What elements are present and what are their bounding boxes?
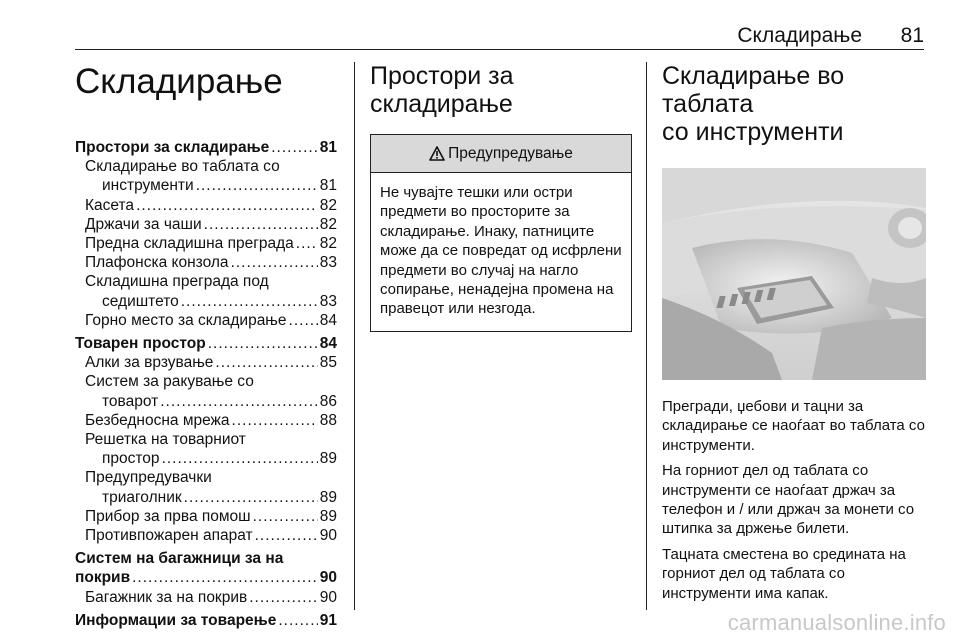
- toc-entry-label: Простори за складирање: [75, 139, 270, 156]
- toc-entry-label: Прибор за прва помош: [85, 507, 251, 525]
- toc-entry-label: триаголник: [102, 488, 182, 506]
- toc-entry-line: Предупредувачки: [85, 469, 212, 487]
- toc-entry[interactable]: [75, 196, 337, 215]
- warning-triangle-icon: [429, 146, 445, 161]
- toc-entry-label: простор: [102, 450, 160, 468]
- warning-box: [370, 134, 632, 332]
- toc-page-number: 82: [319, 235, 337, 253]
- toc-page-number: 89: [319, 507, 337, 525]
- toc-entry[interactable]: [75, 234, 337, 253]
- toc-entry[interactable]: [75, 292, 337, 311]
- toc-entry-label: Информации за товарење: [75, 611, 277, 629]
- toc-entry-label: Безбедносна мрежа: [85, 411, 230, 429]
- toc-column: [75, 62, 337, 630]
- toc-page-number: 83: [319, 292, 337, 310]
- toc-entry[interactable]: [75, 311, 337, 330]
- toc-page-number: 90: [319, 588, 337, 606]
- toc-entry[interactable]: [75, 176, 337, 195]
- toc-leader-dots: [184, 488, 318, 507]
- toc-leader-dots: [136, 196, 318, 215]
- toc-page-number: 89: [319, 488, 337, 506]
- toc-chapter-entry[interactable]: [75, 611, 337, 630]
- subsection-body: [662, 397, 926, 603]
- subsection-title: [662, 62, 926, 146]
- toc-entry-label: Горно место за складирање: [85, 311, 287, 329]
- column-divider-1: [354, 62, 355, 610]
- running-header-title: Складирање: [737, 24, 862, 47]
- toc-entry-label: Алки за врзување: [85, 354, 214, 372]
- section-title: [370, 62, 632, 118]
- toc-entry-label: Касета: [85, 196, 135, 214]
- toc-entry[interactable]: [75, 507, 337, 526]
- section-title-line1: Простори за: [370, 62, 514, 90]
- toc-entry-line: Решетка на товарниот: [85, 431, 246, 449]
- toc-leader-dots: [162, 449, 318, 468]
- body-paragraph: На горниот дел од таблата со инструменти се наоѓаат држач за телефон и / или држач за монети со штипка за држење билети.: [662, 462, 915, 538]
- section-title-line2: складирање: [370, 90, 513, 118]
- toc-leader-dots: [208, 334, 318, 353]
- warning-text: Не чувајте тешки или остри предмети во просторите за складирање. Инаку, патниците може да се повредат од исфрлени предмети во случај на нагло сопирање, ненадејна промена на правецот или незгода.: [380, 184, 622, 318]
- table-of-contents: [75, 138, 337, 630]
- toc-leader-dots: [204, 215, 318, 234]
- body-paragraph: Прегради, џебови и тацни за складирање се наоѓаат во таблата со инструменти.: [662, 398, 925, 454]
- toc-chapter-entry[interactable]: [75, 138, 337, 157]
- toc-entry-label: Предна складишна преграда: [85, 235, 294, 253]
- toc-leader-dots: [253, 507, 318, 526]
- toc-leader-dots: [132, 568, 318, 587]
- warning-header: [371, 135, 631, 173]
- warning-title: Предупредување: [448, 144, 573, 162]
- running-header: [75, 22, 924, 50]
- toc-entry-label: покрив: [75, 569, 131, 587]
- toc-entry-label: Плафонска конзола: [85, 254, 229, 272]
- body-paragraph: Тацната сместена во средината на горниот дел од таблата со инструменти има капак.: [662, 545, 906, 602]
- toc-page-number: 82: [319, 196, 337, 214]
- toc-entry[interactable]: [75, 588, 337, 607]
- toc-entry[interactable]: [75, 392, 337, 411]
- toc-leader-dots: [231, 253, 318, 272]
- toc-leader-dots: [296, 234, 318, 253]
- chapter-title: Складирање: [75, 62, 283, 101]
- toc-leader-dots: [232, 411, 318, 430]
- toc-leader-dots: [249, 588, 318, 607]
- toc-entry-line: Складишна преграда под: [85, 273, 269, 291]
- toc-entry-label: товарот: [102, 392, 159, 410]
- toc-leader-dots: [196, 176, 318, 195]
- toc-entry-label: инструменти: [102, 177, 194, 195]
- toc-page-number: 81: [319, 139, 337, 156]
- toc-leader-dots: [289, 311, 318, 330]
- watermark: carmanualsonline.info: [727, 610, 946, 635]
- section-column: [370, 62, 632, 332]
- toc-entry-label: Багажник за на покрив: [85, 588, 248, 606]
- subsection-column: [662, 62, 926, 609]
- toc-page-number: 89: [319, 450, 337, 468]
- toc-entry-line: Складирање во таблата со: [85, 158, 280, 176]
- toc-leader-dots: [160, 392, 318, 411]
- toc-page-number: 90: [319, 527, 337, 545]
- toc-entry-line: Систем за ракување со: [85, 373, 254, 391]
- toc-page-number: 86: [319, 392, 337, 410]
- toc-page-number: 81: [319, 177, 337, 195]
- toc-entry[interactable]: [75, 526, 337, 545]
- subsection-title-line2: со инструменти: [662, 118, 844, 146]
- toc-page-number: 84: [319, 311, 337, 329]
- toc-entry[interactable]: [75, 253, 337, 272]
- toc-entry[interactable]: [75, 449, 337, 468]
- toc-page-number: 83: [319, 254, 337, 272]
- toc-page-number: 82: [319, 215, 337, 233]
- toc-entry-label: Товарен простор: [75, 335, 206, 353]
- toc-leader-dots: [271, 138, 318, 157]
- dashboard-storage-photo: [662, 168, 926, 380]
- toc-page-number: 91: [319, 611, 337, 629]
- toc-leader-dots: [181, 292, 318, 311]
- toc-page-number: 90: [319, 569, 337, 587]
- toc-entry[interactable]: [75, 353, 337, 372]
- subsection-title-line1: Складирање во таблата: [662, 62, 845, 118]
- page-number: 81: [900, 24, 924, 47]
- toc-chapter-entry[interactable]: [75, 568, 337, 587]
- toc-entry-label: Противпожарен апарат: [85, 527, 253, 545]
- column-divider-2: [646, 62, 647, 610]
- toc-entry-line: Систем на багажници за на: [75, 550, 284, 568]
- toc-chapter-entry[interactable]: [75, 334, 337, 353]
- toc-entry-label: Држачи за чаши: [85, 215, 202, 233]
- toc-entry[interactable]: [75, 488, 337, 507]
- toc-leader-dots: [255, 526, 318, 545]
- toc-page-number: 88: [319, 411, 337, 429]
- toc-page-number: 85: [319, 354, 337, 372]
- toc-entry[interactable]: [75, 215, 337, 234]
- toc-leader-dots: [278, 611, 317, 630]
- toc-entry[interactable]: [75, 411, 337, 430]
- toc-leader-dots: [215, 353, 317, 372]
- toc-entry-label: седиштето: [102, 292, 179, 310]
- toc-page-number: 84: [319, 335, 337, 353]
